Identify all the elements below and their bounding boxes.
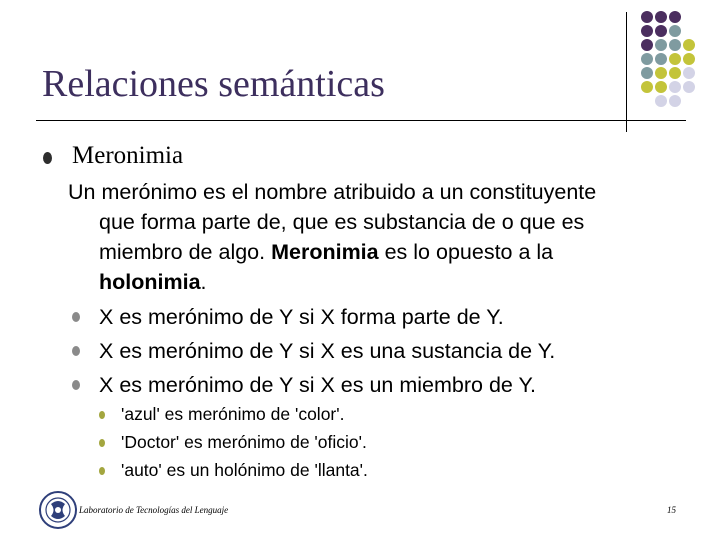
decorative-dot [669,11,681,23]
sub-bullet-marker [99,411,105,419]
decorative-dot [669,53,681,65]
paragraph-line-3 [99,237,553,267]
decorative-dot [655,95,667,107]
decorative-dot [655,11,667,23]
paragraph-text: . [200,270,207,294]
vertical-divider [626,12,627,132]
decorative-dot [641,11,653,23]
decorative-dot [683,67,695,79]
bullet-marker [72,312,80,322]
bullet-item: X es merónimo de Y si X forma parte de Y. [99,305,504,329]
footer-lab-name: Laboratorio de Tecnologías del Lenguaje [79,505,229,515]
slide-title: Relaciones semánticas [42,63,385,105]
paragraph-line-4 [99,267,207,297]
decorative-dot [655,39,667,51]
decorative-dot [641,39,653,51]
bullet-item: X es merónimo de Y si X es una sustancia de Y. [99,339,556,363]
sub-bullet-item: 'Doctor' es merónimo de 'oficio'. [121,432,367,452]
decorative-dot [669,39,681,51]
paragraph-text: es lo opuesto a la [378,240,554,264]
paragraph-bold-term: holonimia [99,270,201,294]
bullet-marker [72,380,80,390]
sub-bullet-marker [99,439,105,447]
paragraph-bold-term: Meronimia [271,240,379,264]
heading-bullet [43,152,52,164]
paragraph-line-2: que forma parte de, que es substancia de o que es [99,210,585,234]
decorative-dot-grid [640,10,720,120]
sub-bullet-marker [99,467,105,475]
paragraph-line-1: Un merónimo es el nombre atribuido a un constituyente [68,180,597,204]
decorative-dot [683,81,695,93]
decorative-dot [655,25,667,37]
page-number: 15 [667,505,676,515]
decorative-dot [669,81,681,93]
bullet-marker [72,346,80,356]
bullet-item: X es merónimo de Y si X es un miembro de Y. [99,373,537,397]
lab-logo-icon [38,490,78,530]
decorative-dot [655,67,667,79]
title-underline [36,120,686,121]
decorative-dot [655,81,667,93]
paragraph-text: miembro de algo. [99,240,272,264]
decorative-dot [683,53,695,65]
decorative-dot [641,81,653,93]
decorative-dot [641,67,653,79]
sub-bullet-item: 'auto' es un holónimo de 'llanta'. [121,460,368,480]
decorative-dot [669,67,681,79]
decorative-dot [669,95,681,107]
sub-bullet-item: 'azul' es merónimo de 'color'. [121,404,345,424]
decorative-dot [641,25,653,37]
section-heading: Meronimia [72,142,184,169]
decorative-dot [669,25,681,37]
decorative-dot [655,53,667,65]
decorative-dot [683,39,695,51]
decorative-dot [641,53,653,65]
